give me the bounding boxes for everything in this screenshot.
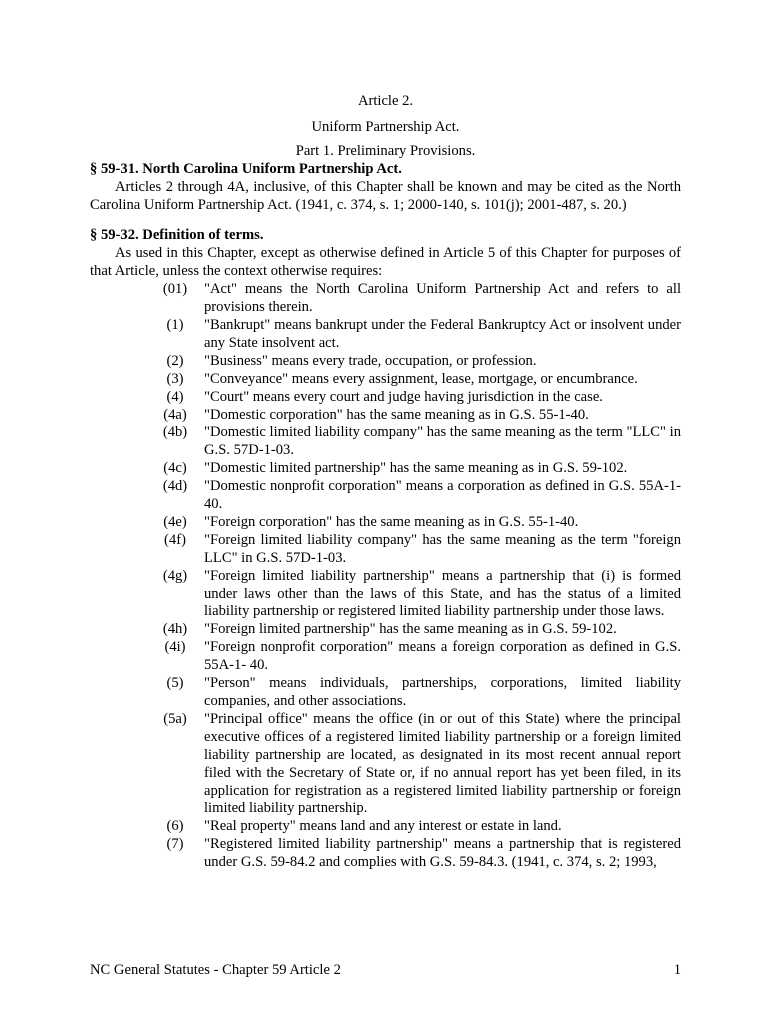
page-footer (90, 962, 681, 980)
article-heading: Article 2. (357, 93, 414, 109)
definition-text: "Foreign limited liability partnership" means a partnership that (i) is formed under laws other than the laws of this State, and has the status of a limited liability partnership or registered limited liability partnership under those laws. (204, 567, 681, 620)
definition-item (90, 371, 681, 389)
definition-number: (7) (166, 836, 184, 853)
definition-item (90, 836, 681, 872)
definition-item (90, 818, 681, 836)
definition-number: (4a) (163, 406, 187, 423)
definition-number: (4) (166, 388, 184, 405)
definition-text: "Person" means individuals, partnerships, corporations, limited liability companies, and other associations. (204, 675, 681, 709)
definition-text: "Principal office" means the office (in or out of this State) where the principal executive offices of a registered limited liability partnership or a foreign limited liability partnership are located, as designated in its most recent annual report filed with the Secretary of State or, if no annual report has yet been filed, in its application for registration as a registered limited liability partnership or foreign limited liability partnership. (204, 710, 681, 817)
definition-number: (01) (162, 281, 188, 298)
section-spacer (90, 214, 681, 227)
definition-text: "Domestic limited partnership" has the same meaning as in G.S. 59-102. (204, 460, 628, 477)
definitions-list (90, 281, 681, 872)
definition-number: (4g) (162, 567, 188, 584)
definition-text: "Business" means every trade, occupation, or profession. (204, 352, 537, 369)
definition-item (90, 639, 681, 675)
definition-number: (1) (166, 316, 184, 333)
definition-item (90, 621, 681, 639)
definition-number: (4c) (163, 460, 187, 477)
definition-text: "Act" means the North Carolina Uniform Partnership Act and refers to all provisions therein. (204, 281, 681, 316)
definition-text: "Real property" means land and any interest or estate in land. (204, 818, 562, 835)
definition-number: (3) (166, 370, 184, 387)
act-heading: Uniform Partnership Act. (311, 118, 460, 135)
definition-item (90, 407, 681, 425)
definition-item (90, 675, 681, 711)
section-body-59-32: As used in this Chapter, except as otherwise defined in Article 5 of this Chapter for purposes of that Article, unless the context otherwise requires: (90, 245, 681, 280)
definition-item (90, 281, 681, 317)
definition-text: "Court" means every court and judge having jurisdiction in the case. (204, 388, 603, 405)
page-number: 1 (673, 962, 681, 978)
definition-number: (5) (166, 675, 184, 692)
section-heading-59-32: § 59-32. Definition of terms. (90, 227, 264, 244)
definition-text: "Bankrupt" means bankrupt under the Federal Bankruptcy Act or insolvent under any State insolvent act. (204, 316, 681, 351)
footer-title: NC General Statutes - Chapter 59 Article 2 (90, 962, 341, 978)
definition-text: "Foreign corporation" has the same meaning as in G.S. 55-1-40. (204, 513, 579, 530)
definition-text: "Domestic limited liability company" has the same meaning as the term "LLC" in G.S. 57D-1-03. (204, 424, 681, 459)
definition-number: (4b) (162, 424, 188, 441)
definition-text: "Domestic corporation" has the same meaning as in G.S. 55-1-40. (204, 406, 589, 423)
part-heading: Part 1. Preliminary Provisions. (295, 142, 476, 159)
definition-item (90, 514, 681, 532)
definition-text: "Conveyance" means every assignment, lease, mortgage, or encumbrance. (204, 370, 638, 387)
definition-item (90, 460, 681, 478)
definition-item (90, 424, 681, 460)
definition-item (90, 568, 681, 622)
definition-number: (5a) (163, 710, 187, 727)
definition-number: (4f) (164, 531, 186, 548)
definition-number: (6) (166, 818, 184, 835)
definition-item (90, 353, 681, 371)
definition-number: (2) (166, 352, 184, 369)
section-heading-59-31: § 59-31. North Carolina Uniform Partnership Act. (90, 160, 402, 177)
definition-text: "Foreign nonprofit corporation" means a foreign corporation as defined in G.S. 55A-1- 40. (204, 639, 681, 674)
document-page (90, 93, 681, 872)
definition-text: "Foreign limited partnership" has the same meaning as in G.S. 59-102. (204, 621, 617, 638)
definition-number: (4e) (163, 513, 187, 530)
definition-item (90, 317, 681, 353)
definition-number: (4d) (162, 478, 188, 495)
definition-text: "Registered limited liability partnership" means a partnership that is registered under G.S. 59-84.2 and complies with G.S. 59-84.3. (1941, c. 374, s. 2; 1993, (204, 836, 681, 871)
definition-text: "Foreign limited liability company" has the same meaning as the term "foreign LLC" in G.S. 57D-1-03. (204, 531, 681, 566)
definition-item (90, 478, 681, 514)
definition-item (90, 389, 681, 407)
definition-number: (4h) (162, 621, 188, 638)
section-body-59-31: Articles 2 through 4A, inclusive, of this Chapter shall be known and may be cited as the North Carolina Uniform Partnership Act. (1941, c. 374, s. 1; 2000-140, s. 101(j); 2001-487, s. 20.) (90, 178, 681, 213)
definition-item (90, 711, 681, 818)
definition-text: "Domestic nonprofit corporation" means a corporation as defined in G.S. 55A-1-40. (204, 478, 681, 513)
definition-item (90, 532, 681, 568)
definition-number: (4i) (164, 639, 186, 656)
